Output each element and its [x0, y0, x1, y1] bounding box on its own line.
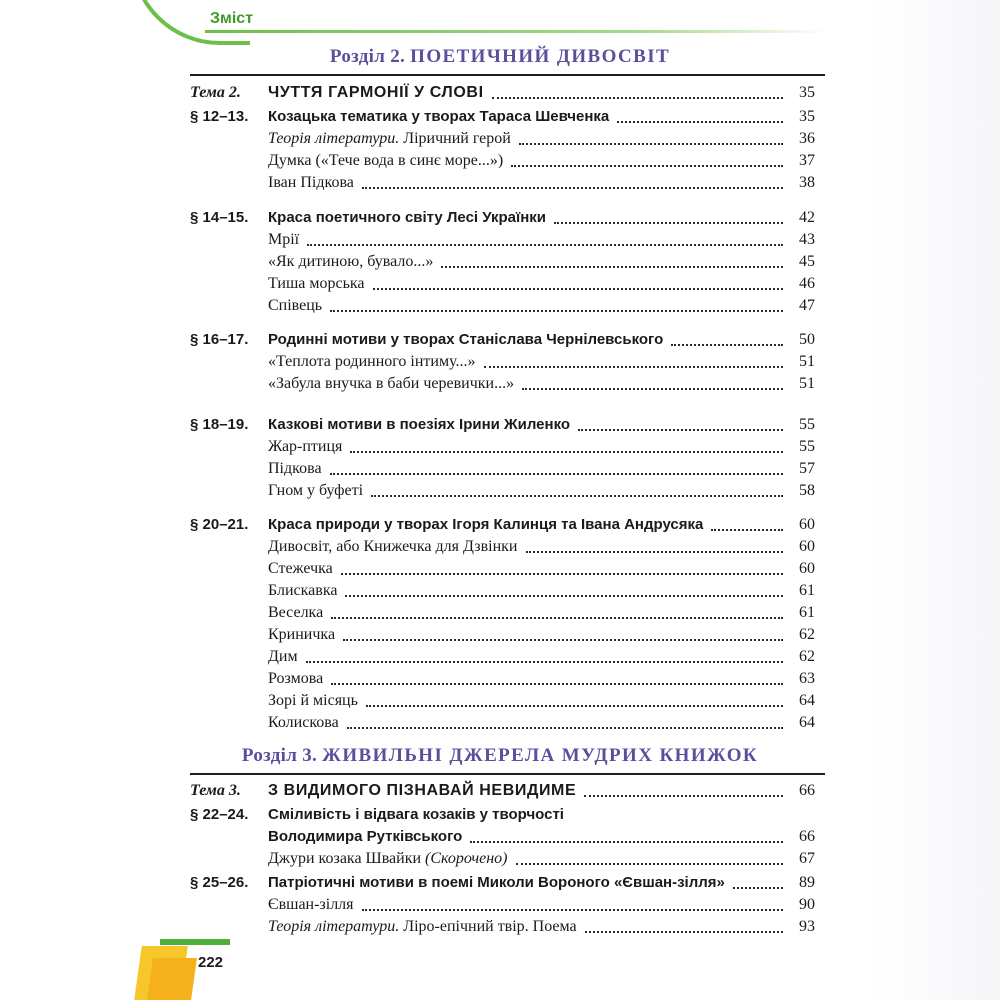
toc-subentry[interactable]: [190, 373, 815, 395]
paragraph-title: Козацька тематика у творах Тараса Шевченка: [268, 108, 610, 125]
toc-subentry[interactable]: [190, 273, 815, 295]
toc-subentry[interactable]: [190, 602, 815, 624]
page-number: 42: [799, 209, 815, 226]
subentry-title: Джури козака Швайки (Скорочено): [268, 850, 508, 867]
toc-subentry[interactable]: [190, 251, 815, 273]
corner-decoration-orange: [147, 958, 197, 1000]
dot-leader: [371, 495, 783, 497]
dot-leader: [341, 573, 783, 575]
dot-leader: [347, 727, 783, 729]
page-number: 62: [799, 626, 815, 643]
toc-subentry[interactable]: [190, 172, 815, 194]
dot-leader: [526, 551, 784, 553]
page-number: 89: [799, 874, 815, 891]
subentry-title: Криничка: [268, 626, 336, 643]
subentry-title: Веселка: [268, 604, 324, 621]
paragraph-title: Родинні мотиви у творах Станіслава Чернілевського: [268, 331, 664, 348]
page-number: 36: [799, 130, 815, 147]
toc-subentry[interactable]: [190, 894, 815, 916]
subentry-title: Жар-птиця: [268, 438, 343, 455]
page-number: 60: [799, 516, 815, 533]
page-number: 58: [799, 482, 815, 499]
section-2-rule: [190, 74, 825, 76]
dot-leader: [441, 266, 783, 268]
tema-title: З ВИДИМОГО ПІЗНАВАЙ НЕВИДИМЕ: [268, 782, 577, 799]
page-number: 90: [799, 896, 815, 913]
dot-leader: [733, 887, 783, 889]
paragraph-number: § 25–26.: [190, 874, 249, 891]
page-number: 66: [799, 782, 815, 799]
section-3-title: ЖИВИЛЬНІ ДЖЕРЕЛА МУДРИХ КНИЖОК: [322, 745, 759, 766]
subentry-title: Підкова: [268, 460, 322, 477]
toc-entry-sec-16-17[interactable]: [190, 329, 815, 351]
subentry-title: Теорія літератури. Ліро-епічний твір. Поема: [268, 918, 577, 935]
subentry-title: Стежечка: [268, 560, 333, 577]
page-number: 60: [799, 538, 815, 555]
page-number: 47: [799, 297, 815, 314]
dot-leader: [519, 143, 783, 145]
page-number: 51: [799, 375, 815, 392]
toc-subentry[interactable]: [190, 128, 815, 150]
toc-subentry[interactable]: [190, 150, 815, 172]
page-number: 93: [799, 918, 815, 935]
page-number: 61: [799, 604, 815, 621]
subentry-title: Євшан-зілля: [268, 896, 354, 913]
page-number: 51: [799, 353, 815, 370]
page-number: 50: [799, 331, 815, 348]
page-number: 60: [799, 560, 815, 577]
dot-leader: [578, 429, 783, 431]
subentry-title: Співець: [268, 297, 323, 314]
toc-entry-sec-22-24[interactable]: [190, 804, 815, 826]
dot-leader: [585, 931, 783, 933]
dot-leader: [516, 863, 784, 865]
paragraph-number: § 12–13.: [190, 108, 249, 125]
subentry-title: Іван Підкова: [268, 174, 354, 191]
page-number: 37: [799, 152, 815, 169]
toc-subentry[interactable]: [190, 690, 815, 712]
page-number: 38: [799, 174, 815, 191]
paragraph-title: Краса поетичного світу Лесі Українки: [268, 209, 547, 226]
paragraph-title: Патріотичні мотиви в поемі Миколи Вороного «Євшан-зілля»: [268, 874, 725, 891]
section-3-heading: [190, 745, 810, 767]
subentry-title: Колискова: [268, 714, 339, 731]
dot-leader: [330, 310, 783, 312]
toc-entry-sec-12-13[interactable]: [190, 106, 815, 128]
section-2-title: ПОЕТИЧНИЙ ДИВОСВІТ: [410, 46, 671, 67]
page-number: 35: [799, 84, 815, 101]
toc-subentry[interactable]: [190, 229, 815, 251]
dot-leader: [345, 595, 783, 597]
toc-subentry[interactable]: [190, 480, 815, 502]
dot-leader: [306, 661, 783, 663]
toc-subentry[interactable]: [190, 848, 815, 870]
paragraph-title-line-2: Володимира Рутківського: [268, 828, 463, 845]
page-number: 63: [799, 670, 815, 687]
dot-leader: [584, 795, 783, 797]
dot-leader: [511, 165, 783, 167]
paragraph-title: Краса природи у творах Ігоря Калинця та Івана Андрусяка: [268, 516, 704, 533]
page-number: 61: [799, 582, 815, 599]
dot-leader: [366, 705, 783, 707]
tema-label: Тема 3.: [190, 782, 241, 799]
toc-entry-sec-22-24-cont[interactable]: [190, 826, 815, 848]
section-3-prefix: Розділ 3.: [241, 745, 318, 766]
toc-subentry[interactable]: [190, 436, 815, 458]
subentry-title: Розмова: [268, 670, 324, 687]
page-edge-shadow: [870, 0, 1000, 1000]
section-2-heading: [190, 46, 810, 68]
toc-entry-sec-14-15[interactable]: [190, 207, 815, 229]
toc-subentry[interactable]: [190, 536, 815, 558]
paragraph-title-line-1: Сміливість і відвага козаків у творчості: [268, 806, 564, 823]
page-number: 35: [799, 108, 815, 125]
page-number: 45: [799, 253, 815, 270]
paragraph-number: § 16–17.: [190, 331, 249, 348]
section-2-prefix: Розділ 2.: [329, 46, 406, 67]
toc-entry-sec-20-21[interactable]: [190, 514, 815, 536]
paragraph-number: § 14–15.: [190, 209, 249, 226]
dot-leader: [492, 97, 783, 99]
toc-subentry[interactable]: [190, 916, 815, 938]
dot-leader: [373, 288, 783, 290]
footer-page-number: 222: [198, 954, 224, 971]
dot-leader: [522, 388, 783, 390]
dot-leader: [484, 366, 783, 368]
subentry-title: Дим: [268, 648, 298, 665]
toc-subentry[interactable]: [190, 646, 815, 668]
paragraph-number: § 22–24.: [190, 806, 249, 823]
toc-subentry[interactable]: [190, 712, 815, 734]
toc-subentry[interactable]: [190, 295, 815, 317]
dot-leader: [343, 639, 783, 641]
dot-leader: [554, 222, 783, 224]
page-number: 64: [799, 714, 815, 731]
section-3-rule: [190, 773, 825, 775]
dot-leader: [671, 344, 783, 346]
toc-subentry[interactable]: [190, 458, 815, 480]
page-number: 66: [799, 828, 815, 845]
toc-subentry[interactable]: [190, 668, 815, 690]
toc-subentry[interactable]: [190, 580, 815, 602]
page-number: 67: [799, 850, 815, 867]
dot-leader: [362, 909, 783, 911]
page-number: 43: [799, 231, 815, 248]
page-number: 64: [799, 692, 815, 709]
subentry-title: «Забула внучка в баби черевички...»: [268, 375, 515, 392]
subentry-title: Мрії: [268, 231, 300, 248]
toc-entry-sec-25-26[interactable]: [190, 872, 815, 894]
dot-leader: [331, 617, 783, 619]
toc-entry-tema-3[interactable]: [190, 780, 815, 802]
subentry-title: Дивосвіт, або Книжечка для Дзвінки: [268, 538, 518, 555]
dot-leader: [617, 121, 783, 123]
page-number: 46: [799, 275, 815, 292]
subentry-title: Блискавка: [268, 582, 338, 599]
subentry-title: Гном у буфеті: [268, 482, 364, 499]
paragraph-title: Казкові мотиви в поезіях Ірини Жиленко: [268, 416, 571, 433]
toc-entry-sec-18-19[interactable]: [190, 414, 815, 436]
dot-leader: [330, 473, 783, 475]
dot-leader: [307, 244, 783, 246]
page-number: 55: [799, 416, 815, 433]
header-title: Зміст: [210, 10, 254, 27]
subentry-title: «Теплота родинного інтиму...»: [268, 353, 476, 370]
dot-leader: [711, 529, 783, 531]
dot-leader: [470, 841, 783, 843]
toc-subentry[interactable]: [190, 624, 815, 646]
dot-leader: [362, 187, 783, 189]
paragraph-number: § 20–21.: [190, 516, 249, 533]
page-number: 55: [799, 438, 815, 455]
header-rule: [205, 30, 830, 33]
subentry-title: «Як дитиною, бувало...»: [268, 253, 434, 270]
toc-subentry[interactable]: [190, 558, 815, 580]
paragraph-number: § 18–19.: [190, 416, 249, 433]
tema-title: ЧУТТЯ ГАРМОНІЇ У СЛОВІ: [268, 84, 484, 101]
subentry-title: Зорі й місяць: [268, 692, 358, 709]
page-number: 62: [799, 648, 815, 665]
dot-leader: [331, 683, 783, 685]
subentry-title: Тиша морська: [268, 275, 365, 292]
toc-subentry[interactable]: [190, 351, 815, 373]
subentry-title: Теорія літератури. Ліричний герой: [268, 130, 511, 147]
tema-label: Тема 2.: [190, 84, 241, 101]
page-number: 57: [799, 460, 815, 477]
dot-leader: [350, 451, 783, 453]
subentry-title: Думка («Тече вода в синє море...»): [268, 152, 504, 169]
corner-decoration-green: [160, 939, 230, 945]
toc-entry-tema-2[interactable]: [190, 82, 815, 104]
